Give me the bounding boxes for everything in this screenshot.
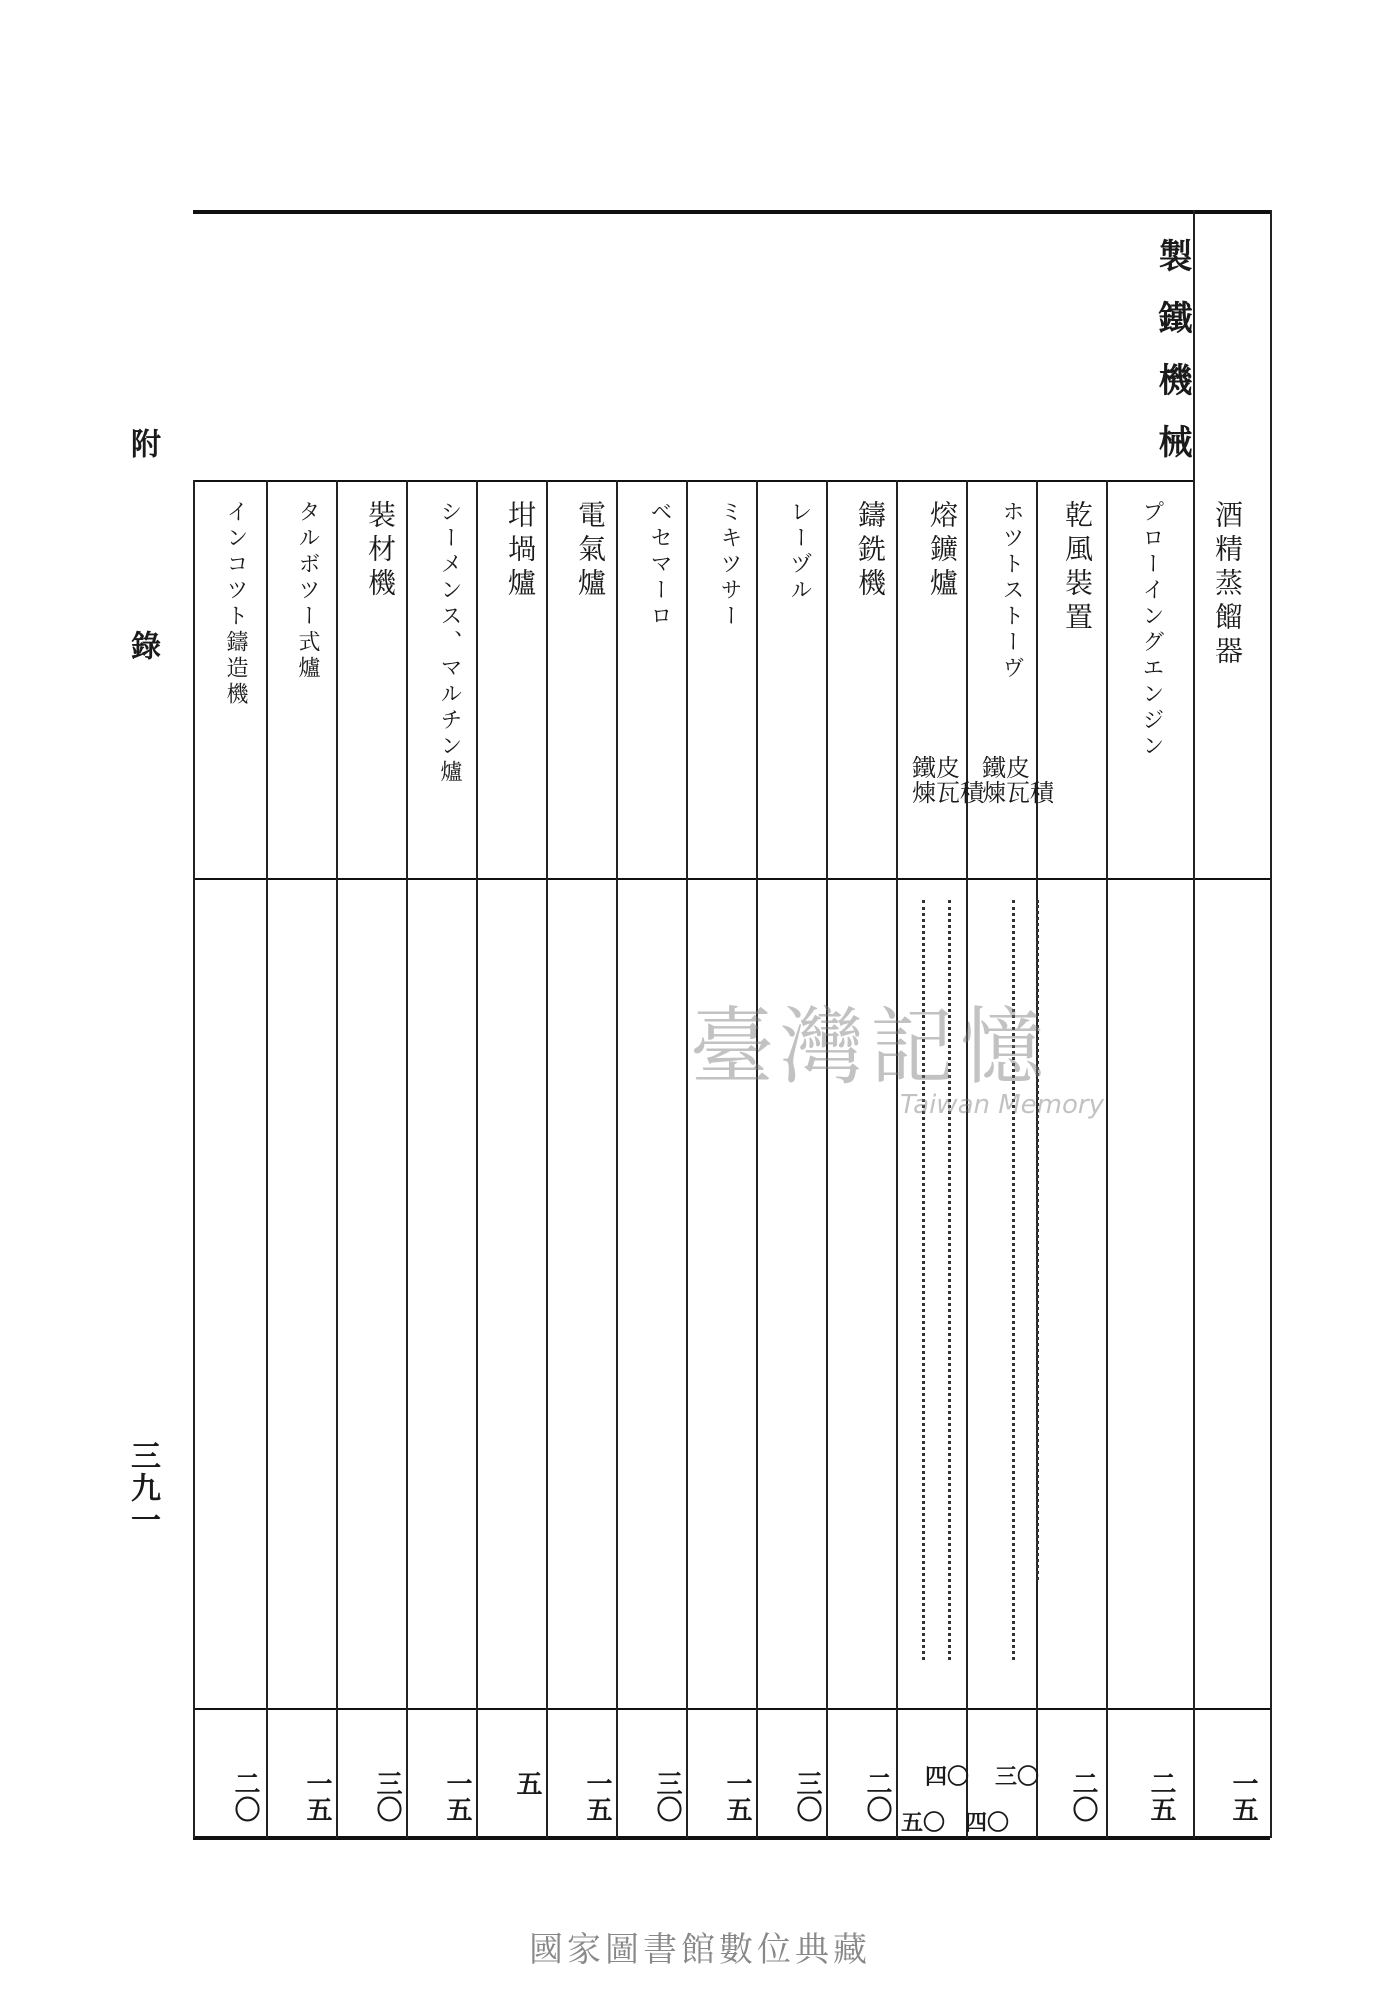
column-value: 一五 (302, 1770, 332, 1822)
column-name: 坩堝爐 (504, 500, 537, 602)
column-value: 二〇 (1068, 1770, 1098, 1822)
column-value: 二五 (1146, 1770, 1176, 1822)
column-separator (966, 480, 968, 1838)
names-divider-rule (193, 878, 1270, 880)
column-value: 三〇 (372, 1770, 402, 1822)
column-value: 一五 (442, 1770, 472, 1822)
column-value: 二〇 (862, 1770, 892, 1822)
watermark-subtitle: Taiwan Memory (900, 1090, 1104, 1120)
column-value: 一五 (722, 1770, 752, 1822)
column-value: 三〇 (994, 1764, 1039, 1790)
column-separator (266, 480, 268, 1838)
column-separator (476, 480, 478, 1838)
column-name: 裝材機 (364, 500, 397, 602)
column-separator (1106, 480, 1108, 1838)
top-rule (193, 210, 1270, 214)
column-value: 四〇 (964, 1810, 1009, 1836)
column-separator (686, 480, 688, 1838)
watermark-logo: 臺灣記憶 (690, 998, 1051, 1096)
column-value: 一五 (582, 1770, 612, 1822)
column-name: 乾風裝置 (1061, 500, 1094, 636)
column-note (982, 756, 1054, 806)
column-note-line: 煉瓦積 (912, 779, 984, 808)
column-separator (1270, 210, 1272, 1838)
column-value: 一五 (1228, 1770, 1258, 1822)
values-divider-rule (193, 1708, 1270, 1710)
section-title: 製鐵機械 (1152, 238, 1192, 486)
column-name: シーメンス、マルチン爐 (437, 500, 462, 786)
column-separator (546, 480, 548, 1838)
column-name: 電氣爐 (574, 500, 607, 602)
column-name: 鑄銑機 (854, 500, 887, 602)
page-number: 三九一 (125, 1440, 160, 1536)
appendix-label-part1: 附 (125, 428, 160, 460)
column-name: プローイングエンジン (1139, 500, 1164, 760)
column-name: 熔鑛爐 (926, 500, 959, 602)
column-note-line: 煉瓦積 (982, 779, 1054, 808)
column-note (912, 756, 984, 806)
column-separator (193, 480, 195, 1838)
column-name: ミキツサー (717, 500, 742, 630)
column-separator (406, 480, 408, 1838)
footer-credit: 國家圖書館數位典藏 (529, 1930, 871, 1970)
column-name: 酒精蒸餾器 (1211, 500, 1244, 670)
column-value: 四〇 (924, 1764, 969, 1790)
bottom-rule (193, 1836, 1270, 1840)
header-rule (193, 480, 1193, 482)
column-separator (756, 480, 758, 1838)
appendix-label-part2: 錄 (125, 630, 160, 662)
column-separator (826, 480, 828, 1838)
column-name: ホツトストーヴ (999, 500, 1024, 682)
column-name: インコツト鑄造機 (223, 500, 248, 708)
column-value: 五〇 (900, 1810, 945, 1836)
column-note-line: 鐵皮 (982, 754, 1030, 782)
column-value: 三〇 (792, 1770, 822, 1822)
column-separator (616, 480, 618, 1838)
column-separator (896, 480, 898, 1838)
column-note-line: 鐵皮 (912, 754, 960, 782)
column-value: 三〇 (652, 1770, 682, 1822)
column-name: タルボツー式爐 (295, 500, 320, 682)
column-name: ベセマーロ (647, 500, 672, 630)
column-name: レーヅル (787, 500, 812, 604)
column-value: 五 (512, 1770, 542, 1796)
column-separator (336, 480, 338, 1838)
column-value: 二〇 (230, 1770, 260, 1822)
